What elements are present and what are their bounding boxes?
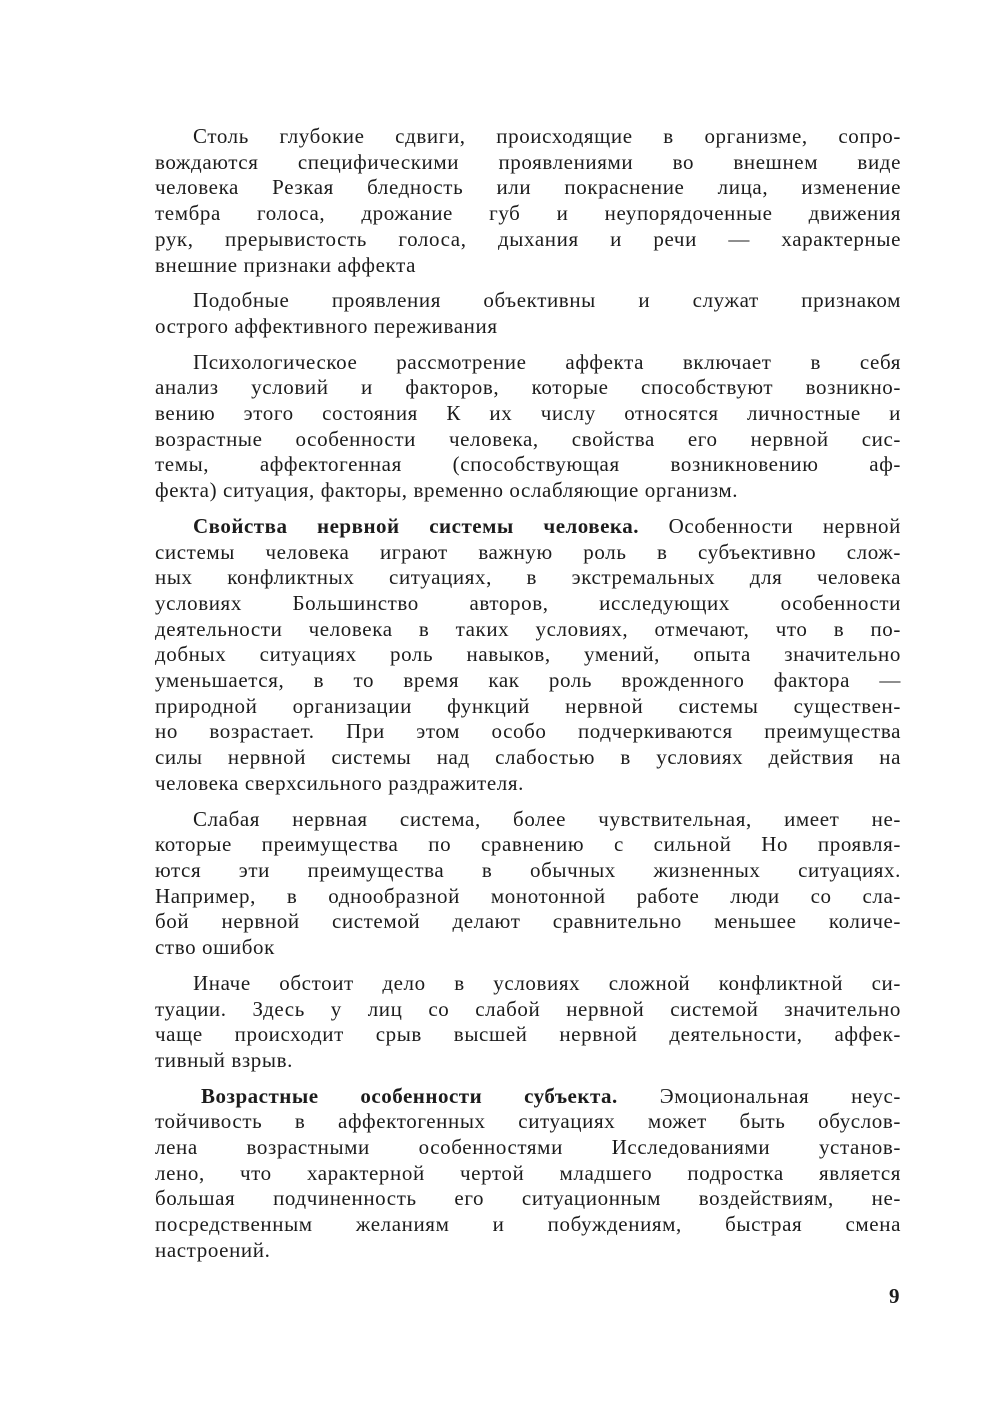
body-text: [155, 124, 901, 1274]
text-line: рук, прерывистость голоса, дыхания и речи — характерные: [155, 226, 901, 251]
text-line: человека Резкая бледность или покраснение лица, изменение: [155, 175, 901, 200]
text-line: ство ошибок: [155, 935, 275, 960]
text-line: лено, что характерной чертой младшего подростка является: [155, 1160, 901, 1185]
text-line: Иначе обстоит дело в условиях сложной конфликтной си-: [193, 970, 901, 995]
text-line: системы человека играют важную роль в субъективно слож-: [155, 539, 901, 564]
text-line: тойчивость в аффектогенных ситуациях может быть обуслов-: [155, 1109, 901, 1134]
text-line: но возрастает. При этом особо подчеркиваются преимущества: [155, 719, 901, 744]
text-line: Столь глубокие сдвиги, происходящие в организме, сопро-: [193, 124, 901, 148]
text-line: силы нервной системы над слабостью в условиях действия на: [155, 745, 901, 770]
text-line: тембра голоса, дрожание губ и неупорядоченные движения: [155, 201, 901, 226]
text-line: Подобные проявления объективны и служат признаком: [193, 288, 901, 313]
text-line: [155, 514, 901, 540]
text-line: условиях Большинство авторов, исследующих особенности: [155, 590, 901, 615]
text-line: чаще происходит срыв высшей нервной деятельности, аффек-: [155, 1022, 901, 1047]
section-heading: Свойства нервной системы человека.: [193, 513, 639, 538]
paragraph: [155, 124, 901, 278]
text-line: фекта) ситуация, факторы, временно ослабляющие организм.: [155, 478, 739, 503]
text-line: человека сверхсильного раздражителя.: [155, 770, 524, 795]
paragraph: [155, 288, 901, 339]
text-line: Слабая нервная система, более чувствительная, имеет не-: [193, 806, 901, 831]
text-line: возрастные особенности человека, свойства его нервной сис-: [155, 426, 901, 451]
text-line: большая подчиненность его ситуационным воздействиям, не-: [155, 1186, 901, 1211]
text-line: вождаются специфическими проявлениями во внешнем виде: [155, 149, 901, 174]
text-line: бой нервной системой делают сравнительно меньшее количе-: [155, 909, 901, 934]
paragraph: [155, 1084, 901, 1264]
heading-line-text: Особенности нервной: [638, 513, 901, 538]
paragraph: [155, 514, 901, 797]
section-heading: Возрастные особенности субъекта.: [201, 1083, 618, 1108]
text-line: которые преимущества по сравнению с сильной Но проявля-: [155, 832, 901, 857]
text-line: [155, 1084, 901, 1110]
text-line: Например, в однообразной монотонной работе люди со сла-: [155, 883, 901, 908]
text-line: уменьшается, в то время как роль врожденного фактора —: [155, 668, 901, 693]
text-line: Психологическое рассмотрение аффекта включает в себя: [193, 349, 901, 374]
text-line: темы, аффектогенная (способствующая возникновению аф-: [155, 452, 901, 477]
text-line: вению этого состояния К их числу относятся личностные и: [155, 401, 901, 426]
heading-line-text: Эмоциональная неус-: [617, 1083, 902, 1108]
text-line: настроений.: [155, 1237, 271, 1262]
text-line: лена возрастными особенностями Исследованиями установ-: [155, 1135, 901, 1160]
text-line: тивный взрыв.: [155, 1047, 293, 1072]
paragraph: [155, 971, 901, 1074]
text-line: острого аффективного переживания: [155, 313, 498, 338]
text-line: природной организации функций нервной системы существен-: [155, 693, 901, 718]
page-number: 9: [889, 1284, 900, 1308]
text-line: добных ситуациях роль навыков, умений, опыта значительно: [155, 642, 901, 667]
text-line: деятельности человека в таких условиях, отмечают, что в по-: [155, 616, 901, 641]
text-line: ных конфликтных ситуациях, в экстремальных для человека: [155, 565, 901, 590]
paragraph: [155, 807, 901, 961]
paragraph: [155, 350, 901, 504]
text-line: ются эти преимущества в обычных жизненных ситуациях.: [155, 857, 901, 882]
text-line: внешние признаки аффекта: [155, 252, 417, 277]
text-line: туации. Здесь у лиц со слабой нервной системой значительно: [155, 996, 901, 1021]
text-line: посредственным желаниям и побуждениям, быстрая смена: [155, 1212, 901, 1237]
text-line: анализ условий и факторов, которые способствуют возникно-: [155, 375, 901, 400]
